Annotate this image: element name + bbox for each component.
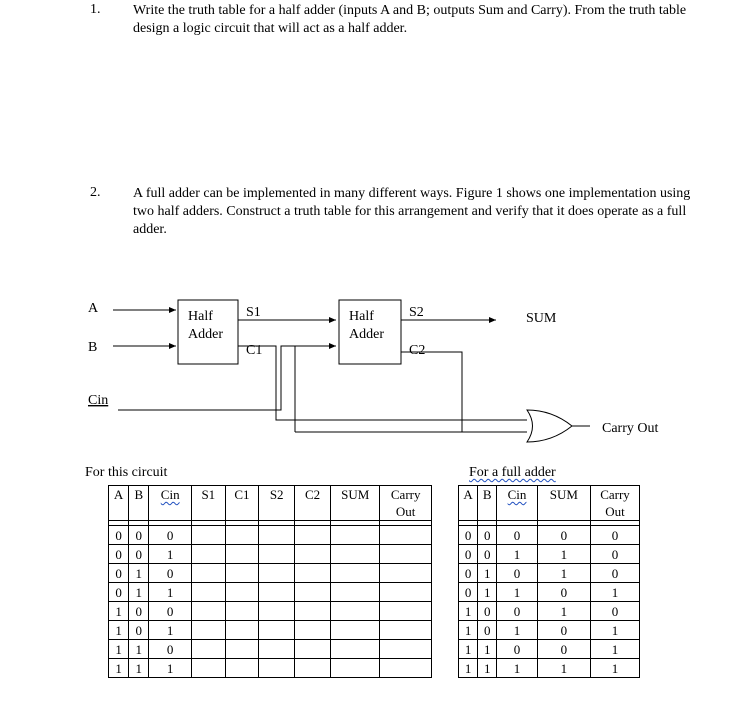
circuit-table-cell: 1 <box>129 583 149 602</box>
full-adder-table-cell: 0 <box>459 545 478 564</box>
circuit-table-cell: 1 <box>109 659 129 678</box>
full-adder-table-caption: For a full adder <box>469 465 556 480</box>
circuit-table-cell <box>259 640 295 659</box>
circuit-table-cell: 0 <box>129 526 149 545</box>
circuit-table-cell: 0 <box>109 583 129 602</box>
circuit-table-cell: 1 <box>109 621 129 640</box>
table-row <box>109 602 432 621</box>
input-cin-label: Cin <box>88 393 109 408</box>
question-1-text: Write the truth table for a half adder (inputs A and B; outputs Sum and Carry). From the truth table design a logic circuit that will act as a half adder. <box>133 3 687 36</box>
circuit-table-cell: 1 <box>129 640 149 659</box>
input-b-label: B <box>88 340 98 355</box>
circuit-table-cell <box>259 583 295 602</box>
full-adder-table-cell: 0 <box>591 564 640 583</box>
circuit-table-cell: 0 <box>129 621 149 640</box>
full-adder-table-cell: 1 <box>459 621 478 640</box>
full-adder-table-cell: 0 <box>459 526 478 545</box>
circuit-table-cell <box>191 659 225 678</box>
carry-header-word-1: Carry <box>390 487 421 502</box>
circuit-table-header-cell <box>380 486 432 521</box>
circuit-table-cell <box>191 602 225 621</box>
carry-header-word-2: Out <box>395 504 416 519</box>
circuit-table-cell <box>225 583 259 602</box>
full-adder-table-header-cell <box>591 486 640 521</box>
full-adder-table-cell: 0 <box>478 545 497 564</box>
circuit-table-cell <box>295 526 331 545</box>
circuit-table-cell <box>191 545 225 564</box>
circuit-table-cell <box>225 526 259 545</box>
full-adder-table-cell: 1 <box>478 640 497 659</box>
c1-label: C1 <box>246 343 263 358</box>
full-adder-table-header-cell: B <box>478 486 497 521</box>
circuit-table-cell: 0 <box>129 602 149 621</box>
circuit-table-cell <box>259 545 295 564</box>
circuit-table-cell <box>295 583 331 602</box>
table-row <box>109 545 432 564</box>
circuit-table-cell <box>331 602 380 621</box>
circuit-table-header-cell: C1 <box>225 486 259 521</box>
circuit-table-cell <box>380 659 432 678</box>
table-row <box>109 659 432 678</box>
circuit-table-header-cell: Cin <box>149 486 192 521</box>
circuit-table-cell <box>380 602 432 621</box>
circuit-table-cell: 0 <box>129 545 149 564</box>
full-adder-table-cell: 1 <box>459 640 478 659</box>
half-adder-2-line1: Half <box>349 309 374 324</box>
circuit-table-cell: 0 <box>149 640 192 659</box>
circuit-table-cell <box>295 621 331 640</box>
circuit-table-cell <box>259 526 295 545</box>
circuit-table-cell <box>380 640 432 659</box>
circuit-table-cell <box>259 659 295 678</box>
circuit-table-cell: 0 <box>109 545 129 564</box>
full-adder-table-cell: 0 <box>459 583 478 602</box>
full-adder-table-cell: 1 <box>478 564 497 583</box>
circuit-table-cell <box>225 621 259 640</box>
circuit-table-cell <box>331 564 380 583</box>
table-row <box>459 564 640 583</box>
circuit-table-cell <box>331 640 380 659</box>
circuit-table-cell <box>225 545 259 564</box>
full-adder-table-cell: 1 <box>537 602 590 621</box>
full-adder-table-cell: 0 <box>591 526 640 545</box>
circuit-table-cell <box>295 659 331 678</box>
full-adder-table-cell: 1 <box>591 659 640 678</box>
circuit-table-header-cell: SUM <box>331 486 380 521</box>
circuit-table-cell: 1 <box>149 659 192 678</box>
circuit-table-cell: 0 <box>149 564 192 583</box>
full-adder-table-cell: 1 <box>478 659 497 678</box>
circuit-table-cell <box>380 545 432 564</box>
circuit-table-cell <box>331 526 380 545</box>
circuit-table-cell <box>380 583 432 602</box>
circuit-table-cell <box>191 564 225 583</box>
circuit-table-cell <box>331 621 380 640</box>
table-row <box>459 583 640 602</box>
table-row <box>459 602 640 621</box>
table-row <box>459 545 640 564</box>
circuit-table-cell <box>191 526 225 545</box>
full-adder-table-cell: 0 <box>537 621 590 640</box>
full-adder-table-cell: 0 <box>591 545 640 564</box>
half-adder-1-line2: Adder <box>188 327 223 342</box>
full-adder-table-cell: 1 <box>478 583 497 602</box>
circuit-table-cell <box>259 621 295 640</box>
full-adder-table-cell: 1 <box>537 545 590 564</box>
table-row <box>459 640 640 659</box>
circuit-table-cell <box>191 621 225 640</box>
full-adder-table-cell: 1 <box>537 564 590 583</box>
circuit-table-cell <box>295 564 331 583</box>
c2-label: C2 <box>409 343 426 358</box>
circuit-table-cell <box>295 602 331 621</box>
full-adder-table-cell: 0 <box>459 564 478 583</box>
question-1-number: 1. <box>90 2 101 17</box>
circuit-table-cell: 1 <box>149 545 192 564</box>
full-adder-table-cell: 0 <box>591 602 640 621</box>
circuit-table-cell: 0 <box>109 526 129 545</box>
circuit-table-cell: 1 <box>149 621 192 640</box>
circuit-table-cell <box>191 583 225 602</box>
full-adder-table-cell: 0 <box>497 564 537 583</box>
full-adder-truth-table <box>458 485 640 678</box>
full-adder-table-cell: 1 <box>537 659 590 678</box>
half-adder-1-line1: Half <box>188 309 213 324</box>
full-adder-table-cell: 1 <box>497 621 537 640</box>
full-adder-table-cell: 0 <box>497 526 537 545</box>
circuit-table-cell <box>331 545 380 564</box>
circuit-table-cell: 1 <box>129 564 149 583</box>
circuit-table-cell <box>225 602 259 621</box>
circuit-table-header-cell: S2 <box>259 486 295 521</box>
full-adder-table-cell: 0 <box>537 583 590 602</box>
circuit-table-header-cell: A <box>109 486 129 521</box>
circuit-table-cell: 0 <box>149 526 192 545</box>
table-row <box>109 526 432 545</box>
carry-out-label: Carry Out <box>602 421 659 436</box>
full-adder-table-header-cell: A <box>459 486 478 521</box>
circuit-table-cell <box>331 659 380 678</box>
circuit-table-cell <box>380 621 432 640</box>
full-adder-table-cell: 1 <box>591 583 640 602</box>
circuit-table-cell: 0 <box>109 564 129 583</box>
full-adder-table-header-cell: SUM <box>537 486 590 521</box>
input-a-label: A <box>88 301 99 316</box>
circuit-table-caption: For this circuit <box>85 465 168 480</box>
circuit-table-cell <box>295 545 331 564</box>
table-row <box>109 583 432 602</box>
full-adder-table-header-cell: Cin <box>497 486 537 521</box>
circuit-truth-table <box>108 485 432 678</box>
circuit-table-cell: 1 <box>129 659 149 678</box>
circuit-table-header-cell: C2 <box>295 486 331 521</box>
question-2-text: A full adder can be implemented in many different ways. Figure 1 shows one implementation using two half adders. Construct a truth table for this arrangement and verify that it does operate as a full adder. <box>133 186 691 237</box>
full-adder-table-cell: 0 <box>497 640 537 659</box>
circuit-table-cell <box>225 564 259 583</box>
full-adder-table-cell: 0 <box>497 602 537 621</box>
s2-label: S2 <box>409 305 424 320</box>
circuit-table-cell <box>191 640 225 659</box>
table-row <box>109 640 432 659</box>
table-row <box>109 564 432 583</box>
table-row <box>109 621 432 640</box>
full-adder-table-header-row <box>459 486 640 521</box>
circuit-table-cell: 0 <box>149 602 192 621</box>
full-adder-table-cell: 0 <box>478 602 497 621</box>
table-row <box>459 659 640 678</box>
full-adder-table-cell: 1 <box>459 659 478 678</box>
full-adder-table-cell: 1 <box>497 583 537 602</box>
circuit-table-cell: 1 <box>109 602 129 621</box>
circuit-table-cell <box>225 659 259 678</box>
full-adder-table-cell: 1 <box>591 621 640 640</box>
table-row <box>459 526 640 545</box>
half-adder-2-line2: Adder <box>349 327 384 342</box>
full-adder-table-cell: 1 <box>459 602 478 621</box>
circuit-table-cell <box>225 640 259 659</box>
full-adder-table-cell: 0 <box>537 526 590 545</box>
or-gate <box>527 410 572 442</box>
circuit-table-cell <box>380 564 432 583</box>
full-adder-table-cell: 1 <box>591 640 640 659</box>
circuit-table-cell <box>259 602 295 621</box>
circuit-table-cell <box>259 564 295 583</box>
question-2-number: 2. <box>90 185 101 200</box>
circuit-table-header-row <box>109 486 432 521</box>
full-adder-table-cell: 1 <box>497 545 537 564</box>
circuit-table-header-cell: S1 <box>191 486 225 521</box>
sum-label: SUM <box>526 311 557 326</box>
circuit-table-cell <box>331 583 380 602</box>
full-adder-table-cell: 1 <box>497 659 537 678</box>
circuit-table-cell: 1 <box>109 640 129 659</box>
s1-label: S1 <box>246 305 261 320</box>
circuit-table-header-cell: B <box>129 486 149 521</box>
circuit-table-cell: 1 <box>149 583 192 602</box>
full-adder-table-cell: 0 <box>537 640 590 659</box>
circuit-table-cell <box>295 640 331 659</box>
table-row <box>459 621 640 640</box>
full-adder-table-cell: 0 <box>478 526 497 545</box>
carry-header-word-1: Carry <box>600 487 630 502</box>
full-adder-table-cell: 0 <box>478 621 497 640</box>
circuit-table-cell <box>380 526 432 545</box>
carry-header-word-2: Out <box>605 504 625 519</box>
